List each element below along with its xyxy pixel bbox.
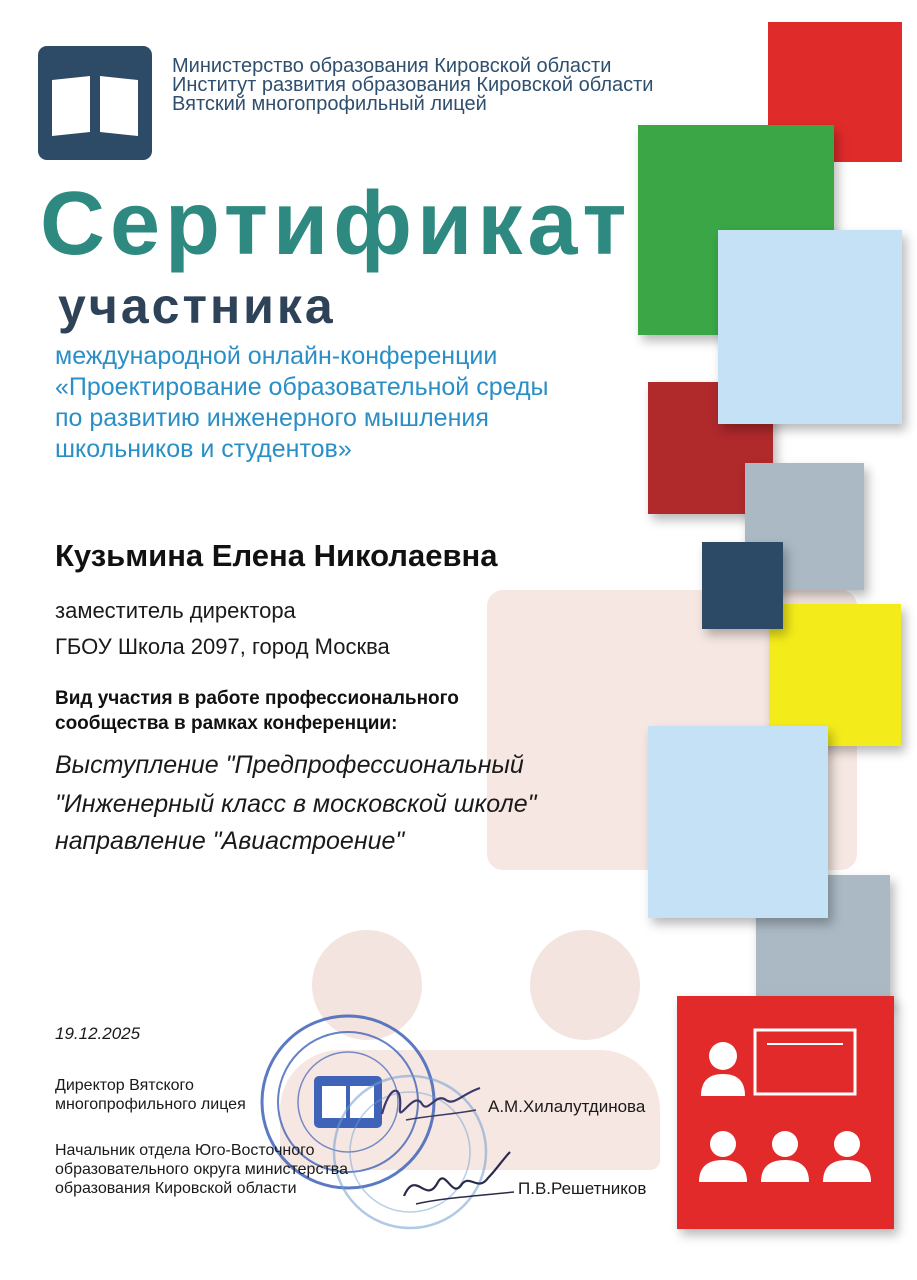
signatory-title-line: образовательного округа министерства [55,1161,348,1178]
participant-position: заместитель директора [55,598,296,623]
participant-name: Кузьмина Елена Николаевна [55,538,498,573]
participant-organization: ГБОУ Школа 2097, город Москва [55,634,390,659]
classroom-icon [677,996,894,1229]
open-book-icon [38,46,152,160]
signatory-title-line: многопрофильного лицея [55,1096,246,1113]
signatory-title-line: Директор Вятского [55,1077,194,1094]
talk-line: направление "Авиастроение" [55,827,405,855]
conference-title [55,341,655,465]
participation-label-line: Вид участия в работе профессионального [55,688,459,709]
classroom-panel [677,996,894,1229]
talk-line: "Инженерный класс в московской школе" [55,790,537,818]
light-blue-square-lower [648,726,828,918]
conference-line: школьников и студентов» [55,435,352,463]
yellow-square [769,604,901,746]
signatory-title-department-head [55,1141,348,1198]
light-blue-square [718,230,902,424]
participation-type-label [55,686,575,736]
signatory-name-department-head: П.В.Решетников [518,1179,647,1198]
participation-label-line: сообщества в рамках конференции: [55,713,398,734]
signatory-title-line: образования Кировской области [55,1180,297,1197]
conference-line: по развитию инженерного мышления [55,404,489,432]
org-lyceum: Вятский многопрофильный лицей [172,93,487,115]
issue-date: 19.12.2025 [55,1024,141,1043]
background-person-shape [530,930,640,1040]
signatory-title-director [55,1076,246,1114]
certificate-subtitle: участника [58,278,336,334]
conference-line: «Проектирование образовательной среды [55,373,549,401]
conference-line: международной онлайн-конференции [55,342,498,370]
signatory-title-line: Начальник отдела Юго-Восточного [55,1142,315,1159]
signatory-name-director: А.М.Хилалутдинова [488,1097,646,1116]
logo [38,46,152,160]
org-ministry: Министерство образования Кировской области [172,55,612,77]
talk-line: Выступление "Предпрофессиональный [55,751,524,779]
handwritten-signature-icon [396,1148,526,1218]
org-institute: Институт развития образования Кировской области [172,74,654,96]
certificate-title: Сертификат [40,174,632,274]
handwritten-signature-icon [376,1074,486,1134]
navy-square [702,542,783,629]
